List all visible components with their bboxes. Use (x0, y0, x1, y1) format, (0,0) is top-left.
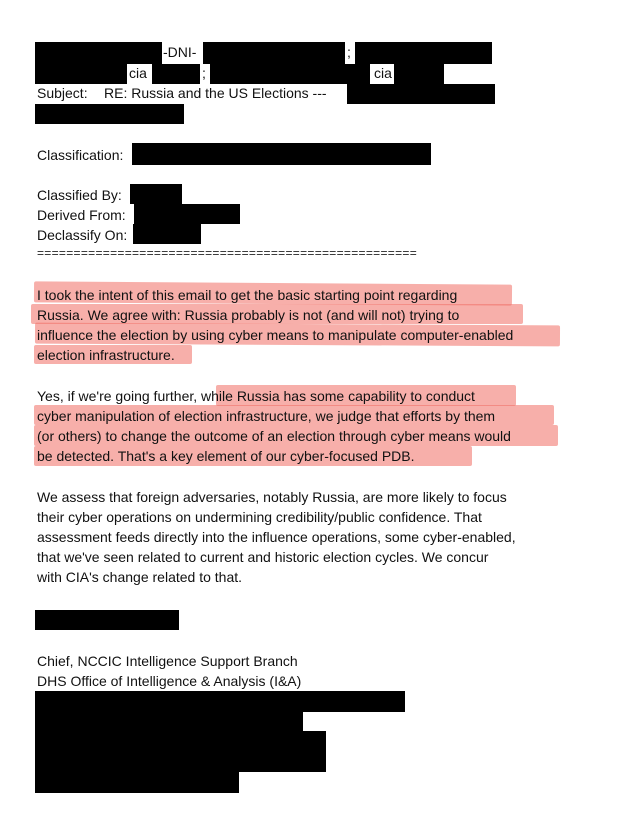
redaction-header-row2-2 (152, 64, 200, 84)
paragraph-3-line: We assess that foreign adversaries, notably Russia, are more likely to focus (37, 489, 507, 505)
paragraph-1-line: Russia. We agree with: Russia probably is not (and will not) trying to (37, 307, 460, 323)
paragraph-1 (37, 285, 513, 365)
derived-from-label: Derived From: (37, 207, 126, 223)
separator-line: ==================================================== (37, 246, 418, 260)
subject-label: Subject: (37, 85, 88, 101)
redaction-header-row2-4 (394, 64, 444, 84)
redaction-header-name-3 (355, 42, 492, 64)
redaction-contact-1 (35, 691, 405, 712)
redaction-contact-4 (35, 751, 326, 772)
paragraph-1-line: I took the intent of this email to get the basic starting point regarding (37, 287, 458, 303)
redaction-header-row2-1 (35, 64, 127, 84)
paragraph-3-line: with CIA's change related to that. (37, 569, 243, 585)
cia-email-1: cia (129, 65, 147, 81)
paragraph-3-line: assessment feeds directly into the influence operations, some cyber-enabled, (37, 529, 516, 545)
redaction-contact-2 (35, 711, 303, 732)
redaction-declassify-on (133, 224, 201, 244)
paragraph-3-line: their cyber operations on undermining credibility/public confidence. That (37, 509, 482, 525)
subject-value: RE: Russia and the US Elections --- (104, 85, 327, 101)
cia-email-2: cia (374, 65, 392, 81)
redaction-contact-5 (35, 771, 239, 793)
redaction-header-name-1 (35, 42, 162, 64)
classified-by-label: Classified By: (37, 187, 122, 203)
redaction-derived-from (134, 204, 240, 224)
redaction-classified-by (130, 184, 182, 204)
paragraph-2-line: Yes, if we're going further, while Russia has some capability to conduct (37, 388, 475, 404)
redaction-header-row2-3 (210, 64, 370, 84)
paragraph-2-line: (or others) to change the outcome of an election through cyber means would (37, 428, 511, 444)
dni-tag: -DNI- (163, 44, 197, 60)
redaction-signer-name (35, 610, 179, 630)
declassify-on-label: Declassify On: (37, 227, 128, 243)
paragraph-2-line: cyber manipulation of election infrastructure, we judge that efforts by them (37, 408, 496, 424)
redaction-subject (347, 84, 495, 104)
redaction-contact-3 (35, 731, 326, 752)
semicolon-1: ; (347, 44, 351, 60)
paragraph-1-line: election infrastructure. (37, 347, 175, 363)
signature-office: DHS Office of Intelligence & Analysis (I&A) (37, 673, 302, 689)
paragraph-1-line: influence the election by using cyber means to manipulate computer-enabled (37, 327, 514, 343)
paragraph-3 (37, 487, 516, 587)
paragraph-3-line: that we've seen related to current and historic election cycles. We concur (37, 549, 489, 565)
signature-title: Chief, NCCIC Intelligence Support Branch (37, 653, 298, 669)
redaction-subject-line2 (35, 104, 184, 124)
classification-label: Classification: (37, 147, 124, 163)
paragraph-2 (37, 386, 511, 466)
redaction-header-name-2 (203, 42, 345, 64)
semicolon-2: ; (202, 65, 206, 81)
redaction-classification (132, 143, 431, 165)
paragraph-2-line: be detected. That's a key element of our cyber-focused PDB. (37, 448, 415, 464)
